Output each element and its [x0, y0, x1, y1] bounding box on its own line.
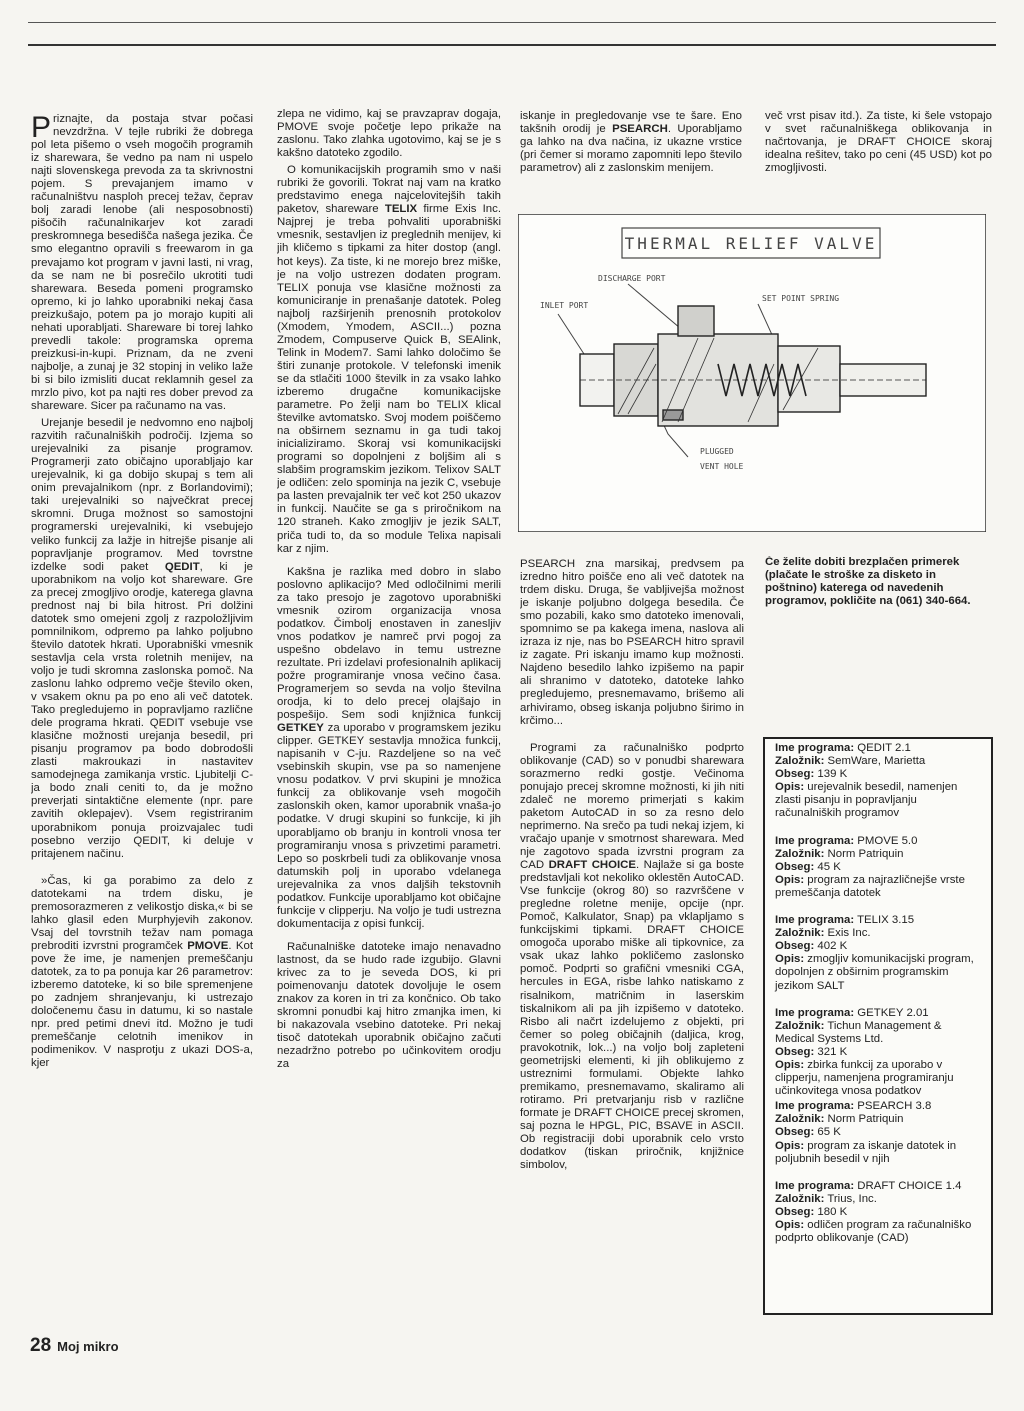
plugged-label: PLUGGED	[700, 447, 734, 456]
set-point-spring-label: SET POINT SPRING	[762, 294, 840, 303]
psearch-intro: iskanje in pregledovanje vse te šare. Eno takšnih orodij je PSEARCH. Uporabljamo ga lahko na dva načina, iz ukazne vrstice (pri čemer si moramo zapomniti lepo število parametrov) ali z zaslonskim menijem.	[520, 110, 742, 175]
vent-hole-label: VENT HOLE	[700, 462, 744, 471]
free-copy-notice: Če želite dobiti brezplačen primerek (plačate le stroške za disketo in poštnino) katerega od navedenih programov, pokličite na (061) 340-664.	[765, 556, 971, 608]
program-entry-telix: Ime programa: TELIX 3.15 Založnik: Exis Inc. Obseg: 402 K Opis: zmogljiv komunikacijski program, dopolnjen z obširnim programskim jezikom SALT	[775, 914, 974, 992]
draft-choice-continued: več vrst pisav itd.). Za tiste, ki šele vstopajo v svet računalniškega oblikovanja in načrtovanja, je DRAFT CHOICE skoraj idealna rešitev, tako po ceni (45 USD) kot po zmogljivosti.	[765, 110, 992, 175]
page-number: 28	[30, 1335, 52, 1356]
program-info-box	[763, 737, 993, 1315]
program-entry-pmove: Ime programa: PMOVE 5.0 Založnik: Norm Patriquin Obseg: 45 K Opis: program za najrazličnejše vrste premeščanja datotek	[775, 834, 965, 899]
program-entry-draft-choice: Ime programa: DRAFT CHOICE 1.4 Založnik: Trius, Inc. Obseg: 180 K Opis: odličen program za računalniško podprto oblikovanje (CAD)	[775, 1179, 972, 1245]
discharge-port-label: DISCHARGE PORT	[598, 274, 666, 283]
thermal-relief-valve-figure	[518, 214, 986, 532]
pmove-paragraph: »Čas, ki ga porabimo za delo z datotekami na trdem disku, je premosorazmeren z velikostjo diska,« bi se lahko glasil eden Murphyjevih zakonov. Vsaj del tovrstnih težav nam pomaga prebroditi izvrstni programček PMOVE. Kot pove že ime, je namenjen premeščanju datotek, za to pa ponuja kar 26 parametrov: izberemo datoteke, ki so bile spremenjene po zadnjem shranjevanju, ki ustrezajo določenemu času in datumu, ki so nastale npr. pred petimi dnevi itd. Možno je tudi premeščanje celotnih imenikov in podimenikov. V nasprotju z ukazi DOS-a, kjer	[31, 874, 253, 1070]
program-entry-psearch: Ime programa: PSEARCH 3.8 Založnik: Norm Patriquin Obseg: 65 K Opis: program za iskanje datotek in poljubnih besedil v njih	[775, 1100, 957, 1165]
figure-title: THERMAL RELIEF VALVE	[624, 234, 878, 253]
article-column-2	[277, 108, 501, 1328]
program-entry-getkey: Ime programa: GETKEY 2.01 Založnik: Tichun Management & Medical Systems Ltd. Obseg: 321 K Opis: zbirka funkcij za uporabo v clipperju, namenjena programiranju učinkovitega vnosa podatkov	[775, 1006, 954, 1098]
psearch-paragraph: PSEARCH zna marsikaj, predvsem pa izredno hitro poišče eno ali več datotek na trdem disku. Druga, še vabljivejša možnost je iskanje poljubno dolgega besedila. Če smo pozabili, kako smo datoteko imenovali, spomnimo se pa kakega imena, naslova ali izraza iz nje, nas bo PSEARCH hitro spravil iz zagate. Pri iskanju imamo kup možnosti. Najdeno besedilo lahko izpišemo na papir ali shranimo v datoteko, datoteke lahko pregledujemo, presnemavamo, brišemo ali arhiviramo, obseg iskanja poljubno širimo in krčimo...	[520, 558, 744, 727]
page-footer	[30, 1335, 119, 1357]
header-rule	[28, 44, 996, 46]
article-column-3-top	[520, 110, 742, 200]
intro-paragraph: Priznajte, da postaja stvar počasi nevzdržna. V tejle rubriki že dobrega pol leta pišemo o vseh mogočih programih iz sharewara, še vedno pa nam ni uspelo najti slovenskega prevoda za ta skrivnostni pojem. S prevajanjem imamo v računalništvu nasploh precej težav, čeprav bolj zaradi lenobe (ali nesposobnosti) pišočih računalnikarjev kot zaradi preskromnega besedišča našega jezika. Če smo elegantno opravili s freewarom in ga prevajamo kot program v javni lasti, ni vrag, da se nam ne bi posrečilo ukrotiti tudi sharewara. Beseda pomeni programsko opremo, ki jo lahko uporabniki nekaj časa preizkušajo, potem pa jo morajo kupiti ali nehati uporabljati. Shareware bi torej lahko prevedli takole: programska oprema preizkusi-in-kupi. Priznam, da ne zveni najbolje, a zunaj je 32 stopinj in veliko laže bi si bilo izmisliti ducat reklamnih gesel za mrzlo pivo, kot pa najti res dober prevod za shareware. Sicer pa računamo na vas.	[31, 113, 253, 413]
article-column-1	[31, 113, 253, 1323]
article-column-3-bottom	[520, 558, 744, 1328]
program-entry-qedit: Ime programa: QEDIT 2.1 Založnik: SemWare, Marietta Obseg: 139 K Opis: urejevalnik besedil, namenjen zlasti pisanju in popravljanju računalniških programov	[775, 742, 958, 820]
files-paragraph: Računalniške datoteke imajo nenavadno lastnost, da se hudo rade izgubijo. Glavni krivec za to je seveda DOS, ki pri poimenovanju datotek dovoljuje le osem znakov za koren in tri za končnico. Ob tako skromni ponudbi kaj hitro zmanjka imen, ki bi nakazovala vsebino datoteke. Pri nekaj tisoč datotekah uporabnik običajno začuti nezadržno potrebo po učinkovitem orodju za	[277, 940, 501, 1071]
getkey-paragraph: Kakšna je razlika med dobro in slabo poslovno aplikacijo? Med odločilnimi merili za tako presojo je zagotovo uporabniški vmesnik ozirom organizacija vnosa podatkov. Čimbolj enostaven in zanesljiv vnos podatkov je namreč prvi pogoj za uspešno obdelavo in temu ustrezne rezultate. Pri izdelavi profesionalnih aplikacij požre programiranje vnosa večino časa. Programerjem so sevda na voljo številna orodja, ki to delo precej olajšajo in pospešijo. Sem sodi knjižnica funkcij GETKEY za uporabo v programskem jeziku clipper. GETKEY sestavlja množica funkcij, napisanih v C-ju. Razdeljene so na več vsebinskih skupin, vse pa so namenjene vnosu podatkov. V prvi skupini je množica funkcij za oblikovanje vseh mogočih zaslonskih oken, kamor uporabnik vnaša-jo podatke. V drugi skupini so funkcije, ki jih uporabljamo ob branju in kontroli vnosa ter programiranju vnosa s privzetimi parametri. Lepo so poskrbeli tudi za oblikovanje vnosa datumskih polj in uporabo vdelanega urejevalnika za vnos daljših tekstovnih podatkov. Funkcije uporabljamo kot običajne funkcije v clipperju. Na voljo je tudi ustrezna dokumentacija z opisi funkcij.	[277, 565, 501, 930]
magazine-name: Moj mikro	[57, 1339, 119, 1354]
cad-paragraph: Programi za računalniško podprto oblikovanje (CAD) so v ponudbi sharewara sorazmerno redki gostje. Večinoma ponujajo precej skromne možnosti, ki jih niti zdaleč ne moremo primerjati s kakim paketom AutoCAD in so za resno delo neprimerno. Na srečo pa tudi nekaj izjem, ki vračajo upanje v smotrnost sharewara. Med nje zagotovo spada izvrstni program za CAD DRAFT CHOICE. Najlaže si ga boste predstavljali kot nekoliko oklestěn AutoCAD. Vse funkcije (okrog 80) so razvrščene v pregledne roletne menije, opcije (npr. Pomoč, Kalkulator, Snap) pa vklapljamo s funkcijskimi tipkami. DRAFT CHOICE omogoča uporabo miške ali tipkovnice, za vsak ukaz lahko pokličemo zaslonsko pomoč. Podprti so grafični vmesniki CGA, hercules in EGA, risbe lahko natiskamo z risalnikom, matričnim in laserskim tiskalnikom ali pa jih izpišemo v datoteko. Risbo ali načrt izdelujemo z objekti, pri čemer so poleg običajnih (daljica, krog, pravokotnik, lok...) na voljo bolj zapleteni geometrijski elementi, ki jih oblikujemo z ustreznimi formulami. Objekte lahko premikamo, presnemavamo, skaliramo ali rotiramo. Pri pretvarjanju risb v različne formate je DRAFT CHOICE precej skromen, saj pozna le HPGL, PIC, BSAVE in ASCII. Ob registraciji dobi uporabnik celo vrsto dodatkov (tiskan priročnik, knjižnice simbolov,	[520, 741, 744, 1172]
inlet-port-label: INLET PORT	[540, 301, 589, 310]
telix-paragraph: O komunikacijskih programih smo v naši rubriki že govorili. Tokrat naj vam na kratko predstavimo enega najcelovitejših takih paketov, shareware TELIX firme Exis Inc. Najprej je treba pohvaliti uporabniški vmesnik, sestavljen iz preglednih menijev, ki jih kličemo s tipkami za hiter dostop (angl. hot keys). Za tiste, ki ne morejo brez miške, je na voljo ustrezen dodaten program. TELIX ponuja vse klasične možnosti za komuniciranje in prenašanje datotek. Poleg najbolj razširjenih prenosnih protokolov (Xmodem, Ymodem, ASCII...) pozna Zmodem, Compuserve Quick B, SEAlink, Telink in Modem7. Sami lahko določimo še štiri zunanje protokole. V telefonski imenik se da stlačiti 1000 številk in za vsako lahko izberemo drugačne komunikacijske parametre. Po želji nam bo TELIX klical številke avtomatsko. Svoj modem poiščemo na obširnem seznamu in ga tudi takoj inicializiramo. Skoraj vsi komunikacijski programi so dopolnjeni z boljšim ali s slabšim programskim jezikom. Telixov SALT je odličen: zelo spominja na jezik C, vsebuje pa lasten prevajalnik ter več kot 250 ukazov in funkcij. Naučite se ga s priročnikom na 120 straneh. Kako zmogljiv je jezik SALT, priča tudi to, da so module Telixa napisali kar z njim.	[277, 164, 501, 555]
drop-cap: P	[31, 113, 52, 144]
qedit-paragraph: Urejanje besedil je nedvomno eno najbolj razvitih računalniških področij. Izjema so urejevalniki za pisanje programov. Programerji zato običajno uporabljajo kar urejevalnik, ki ga dobijo skupaj s tem ali onim prevajalnikom (npr. z Borlandovimi); taki urejevalniki so največkrat precej skromni. Druga možnost so samostojni programerski urejevalniki, ki vsebujejo veliko funkcij za lažje in hitrejše pisanje ali popravljanje programov. Med tovrstne izdelke sodi paket QEDIT, ki je uporabnikom na voljo kot shareware. Gre za precej zmogljivo orodje, katerega glavna prednost naj bi bila hitrost. Pri dolžini datotek smo omejeni zgolj z razpoložljivim pomnilnikom, odpremo pa lahko poljubno število datotek hkrati. Uporabniški vmesnik sestavlja cela vrsta roletnih menijev, na voljo je tudi skromna zaslonska pomoč. Na zaslonu lahko odpremo večje število oken, v vsakem oknu pa po eno ali več datotek. Tako pregledujemo in popravljamo različne dele programa hkrati. QEDIT vsebuje vse klasične možnosti urejanja besedil, pri pisanju programov pa bodo dobrodošli zlasti makroukazi in nastavitev samodejnega zamikanja vrstic. Ljubitelji C-ja bodo znali ceniti to, da je možno preverjati sintaktične elemente (npr. pare zavitih oklepajev). Vsem registriranim uporabnikom ponuja proizvajalec tudi posebno verzijo QEDIT, ki deluje v pritajenem načinu.	[31, 417, 253, 860]
article-column-4-top	[765, 110, 992, 200]
pmove-continued: zlepa ne vidimo, kaj se pravzaprav dogaja, PMOVE svoje početje lepo prikaže na zaslonu. Tako zlahka ugotovimo, kaj se je s kakšno datoteko zgodilo.	[277, 108, 501, 160]
top-rule	[28, 22, 996, 23]
